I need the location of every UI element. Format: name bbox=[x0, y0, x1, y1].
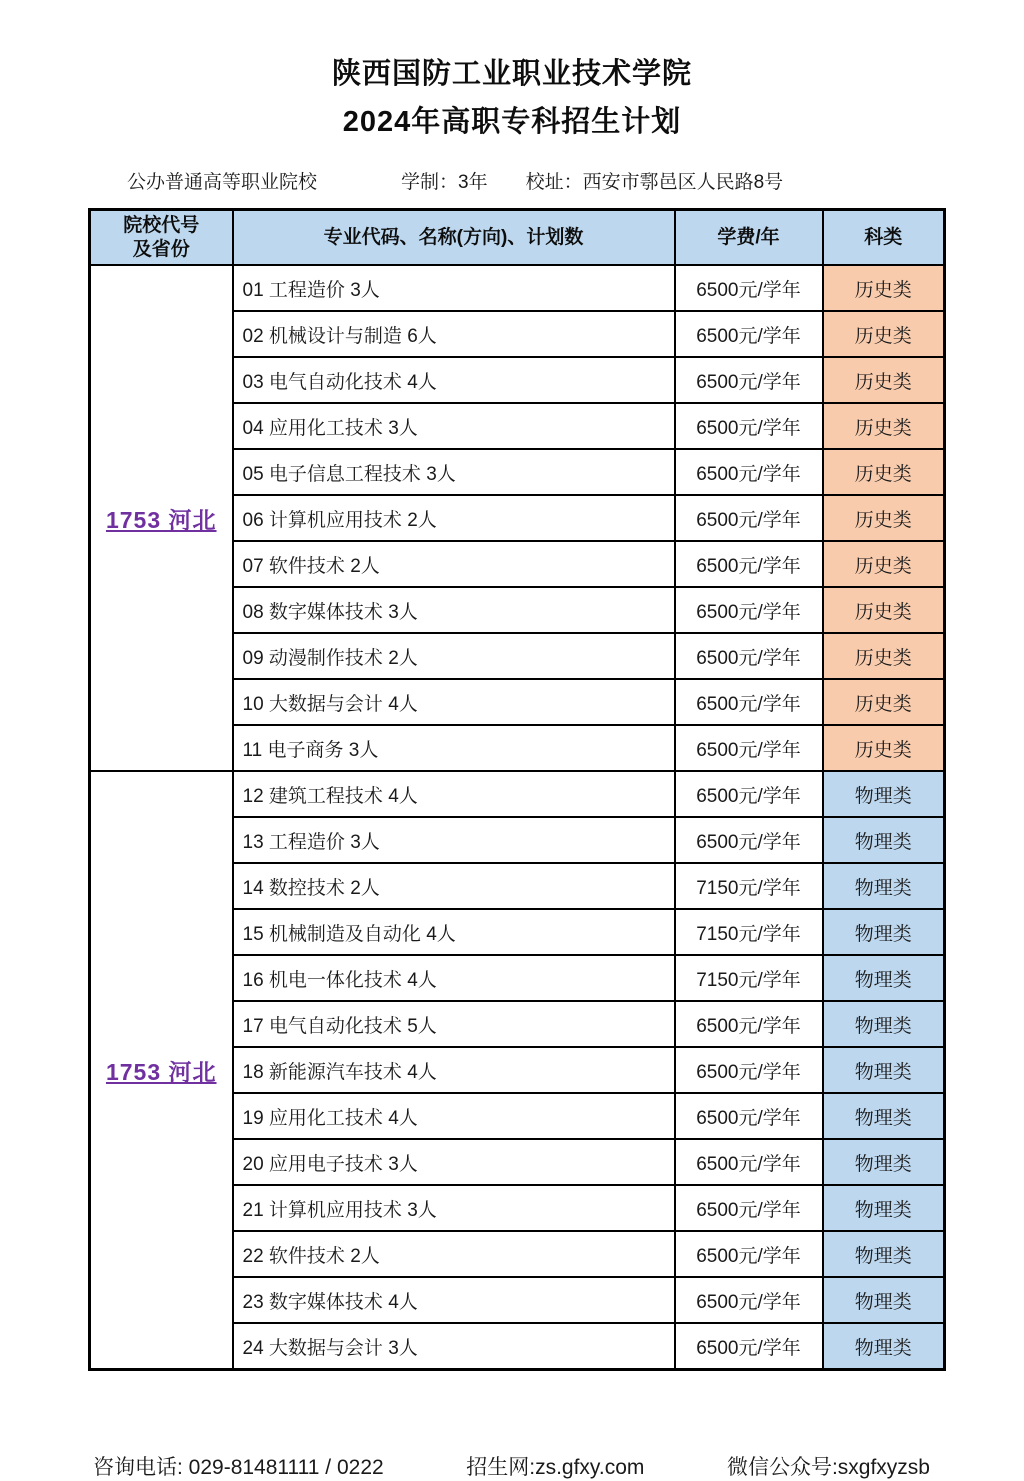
major-cell: 17 电气自动化技术 5人 bbox=[233, 1001, 675, 1047]
subject-category-cell: 物理类 bbox=[823, 1277, 945, 1323]
college-code-province-cell bbox=[90, 771, 233, 1370]
subject-category-cell: 历史类 bbox=[823, 403, 945, 449]
tuition-fee-cell: 7150元/学年 bbox=[675, 863, 823, 909]
tuition-fee-cell: 7150元/学年 bbox=[675, 955, 823, 1001]
subject-category-cell: 物理类 bbox=[823, 1139, 945, 1185]
tuition-fee-cell: 6500元/学年 bbox=[675, 679, 823, 725]
major-cell: 24 大数据与会计 3人 bbox=[233, 1323, 675, 1370]
subject-category-cell: 历史类 bbox=[823, 587, 945, 633]
major-cell: 11 电子商务 3人 bbox=[233, 725, 675, 771]
major-cell: 06 计算机应用技术 2人 bbox=[233, 495, 675, 541]
subject-category-cell: 物理类 bbox=[823, 1093, 945, 1139]
study-duration-label: 学制：3年 bbox=[401, 172, 488, 193]
tuition-fee-cell: 6500元/学年 bbox=[675, 1277, 823, 1323]
major-cell: 13 工程造价 3人 bbox=[233, 817, 675, 863]
tuition-fee-cell: 6500元/学年 bbox=[675, 311, 823, 357]
major-cell: 18 新能源汽车技术 4人 bbox=[233, 1047, 675, 1093]
page-subtitle: 2024年高职专科招生计划 bbox=[342, 106, 682, 138]
table-row bbox=[90, 771, 945, 817]
major-cell: 21 计算机应用技术 3人 bbox=[233, 1185, 675, 1231]
subject-category-cell: 物理类 bbox=[823, 1231, 945, 1277]
major-cell: 01 工程造价 3人 bbox=[233, 265, 675, 311]
subject-category-cell: 历史类 bbox=[823, 725, 945, 771]
major-cell: 03 电气自动化技术 4人 bbox=[233, 357, 675, 403]
tuition-fee-cell: 6500元/学年 bbox=[675, 1139, 823, 1185]
tuition-fee-cell: 6500元/学年 bbox=[675, 1185, 823, 1231]
tuition-fee-cell: 6500元/学年 bbox=[675, 1093, 823, 1139]
college-code-province-label: 1753 河北 bbox=[105, 1058, 217, 1085]
header-college-code-province bbox=[90, 210, 233, 266]
consult-phone-label: 咨询电话: 029-81481111 / 0222 bbox=[93, 1456, 384, 1479]
tuition-fee-cell: 6500元/学年 bbox=[675, 403, 823, 449]
tuition-fee-cell: 6500元/学年 bbox=[675, 1001, 823, 1047]
major-cell: 19 应用化工技术 4人 bbox=[233, 1093, 675, 1139]
college-code-province-label: 1753 河北 bbox=[105, 506, 217, 533]
subject-category-cell: 物理类 bbox=[823, 1001, 945, 1047]
header-subject-category: 科类 bbox=[823, 210, 945, 266]
page-title: 陕西国防工业职业技术学院 bbox=[331, 58, 692, 90]
subject-category-cell: 历史类 bbox=[823, 265, 945, 311]
major-cell: 10 大数据与会计 4人 bbox=[233, 679, 675, 725]
tuition-fee-cell: 6500元/学年 bbox=[675, 265, 823, 311]
header-college-code-line2: 及省份 bbox=[132, 238, 190, 260]
tuition-fee-cell: 6500元/学年 bbox=[675, 633, 823, 679]
wechat-account-label: 微信公众号:sxgfxyzsb bbox=[726, 1456, 930, 1479]
subject-category-cell: 历史类 bbox=[823, 357, 945, 403]
subject-category-cell: 物理类 bbox=[823, 955, 945, 1001]
tuition-fee-cell: 6500元/学年 bbox=[675, 357, 823, 403]
major-cell: 09 动漫制作技术 2人 bbox=[233, 633, 675, 679]
school-info-row bbox=[127, 167, 1024, 194]
tuition-fee-cell: 6500元/学年 bbox=[675, 587, 823, 633]
title-block bbox=[0, 0, 1024, 141]
subject-category-cell: 历史类 bbox=[823, 495, 945, 541]
major-cell: 23 数字媒体技术 4人 bbox=[233, 1277, 675, 1323]
subject-category-cell: 物理类 bbox=[823, 1185, 945, 1231]
tuition-fee-cell: 6500元/学年 bbox=[675, 495, 823, 541]
admission-plan-table bbox=[88, 208, 946, 1371]
footer-contact-row bbox=[93, 1451, 930, 1481]
tuition-fee-cell: 6500元/学年 bbox=[675, 771, 823, 817]
tuition-fee-cell: 6500元/学年 bbox=[675, 817, 823, 863]
subject-category-cell: 物理类 bbox=[823, 1047, 945, 1093]
subject-category-cell: 物理类 bbox=[823, 909, 945, 955]
major-cell: 05 电子信息工程技术 3人 bbox=[233, 449, 675, 495]
major-cell: 14 数控技术 2人 bbox=[233, 863, 675, 909]
major-cell: 02 机械设计与制造 6人 bbox=[233, 311, 675, 357]
subject-category-cell: 历史类 bbox=[823, 679, 945, 725]
major-cell: 12 建筑工程技术 4人 bbox=[233, 771, 675, 817]
table-header-row bbox=[90, 210, 945, 266]
subject-category-cell: 历史类 bbox=[823, 311, 945, 357]
header-college-code-line1: 院校代号 bbox=[123, 214, 200, 236]
subject-category-cell: 物理类 bbox=[823, 1323, 945, 1370]
subject-category-cell: 历史类 bbox=[823, 541, 945, 587]
school-type-label: 公办普通高等职业院校 bbox=[127, 172, 318, 193]
header-major-info: 专业代码、名称(方向)、计划数 bbox=[233, 210, 675, 266]
subject-category-cell: 物理类 bbox=[823, 863, 945, 909]
school-address-label: 校址：西安市鄠邑区人民路8号 bbox=[525, 172, 784, 193]
tuition-fee-cell: 6500元/学年 bbox=[675, 725, 823, 771]
major-cell: 20 应用电子技术 3人 bbox=[233, 1139, 675, 1185]
college-code-province-cell bbox=[90, 265, 233, 771]
major-cell: 15 机械制造及自动化 4人 bbox=[233, 909, 675, 955]
header-tuition: 学费/年 bbox=[675, 210, 823, 266]
subject-category-cell: 历史类 bbox=[823, 449, 945, 495]
tuition-fee-cell: 6500元/学年 bbox=[675, 1047, 823, 1093]
subject-category-cell: 物理类 bbox=[823, 771, 945, 817]
major-cell: 08 数字媒体技术 3人 bbox=[233, 587, 675, 633]
admission-website-label: 招生网:zs.gfxy.com bbox=[466, 1456, 645, 1479]
major-cell: 04 应用化工技术 3人 bbox=[233, 403, 675, 449]
tuition-fee-cell: 6500元/学年 bbox=[675, 541, 823, 587]
tuition-fee-cell: 6500元/学年 bbox=[675, 1323, 823, 1370]
table-row bbox=[90, 265, 945, 311]
subject-category-cell: 历史类 bbox=[823, 633, 945, 679]
subject-category-cell: 物理类 bbox=[823, 817, 945, 863]
major-cell: 16 机电一体化技术 4人 bbox=[233, 955, 675, 1001]
tuition-fee-cell: 6500元/学年 bbox=[675, 1231, 823, 1277]
tuition-fee-cell: 7150元/学年 bbox=[675, 909, 823, 955]
tuition-fee-cell: 6500元/学年 bbox=[675, 449, 823, 495]
major-cell: 07 软件技术 2人 bbox=[233, 541, 675, 587]
major-cell: 22 软件技术 2人 bbox=[233, 1231, 675, 1277]
